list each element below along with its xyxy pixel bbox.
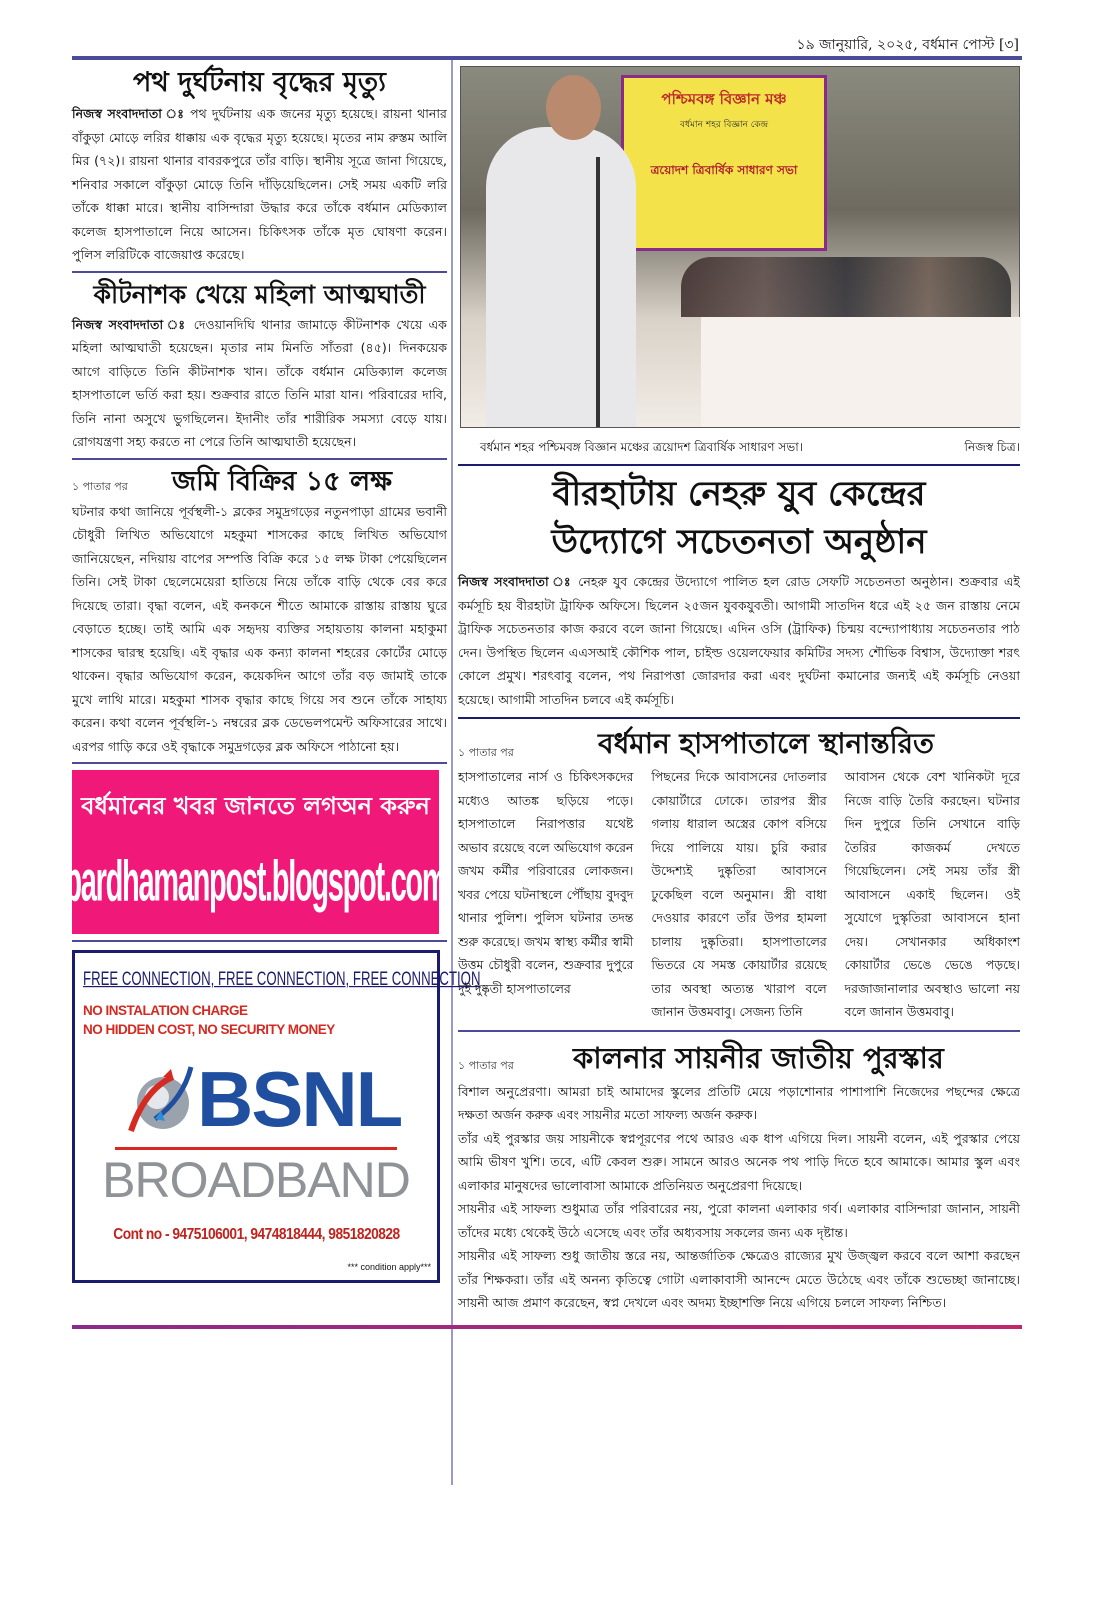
bsnl-line2: NO HIDDEN COST, NO SECURITY MONEY	[83, 1022, 335, 1037]
continued-label: ১ পাতার পর	[458, 1058, 514, 1072]
bsnl-headline: FREE CONNECTION, FREE CONNECTION, FREE CONNECTION	[83, 968, 481, 990]
divider	[458, 464, 1020, 466]
caption-text: বর্ধমান শহর পশ্চিমবঙ্গ বিজ্ঞান মঞ্চের ত্রয়োদশ ত্রিবার্ষিক সাধারণ সভা।	[480, 440, 803, 454]
divider	[72, 458, 447, 460]
top-rule	[72, 56, 1022, 60]
headline: জমি বিক্রির ১৫ লক্ষ	[172, 465, 393, 497]
headline: কীটনাশক খেয়ে মহিলা আত্মঘাতী	[93, 279, 426, 309]
left-column	[64, 64, 481, 1283]
body-text: ঘটনার কথা জানিয়ে পূর্বস্থলী-১ ব্লকের সমুদ্রগড়ের নতুনপাড়া গ্রামের ভবানী চৌধুরী লিখিত অভিযোগে মহকুমা শাসকের কাছে লিখিত অভিযোগ জানিয়েছেন, নদিয়ায় বাপের সম্পত্তি বিক্রি করে ১৫ লক্ষ টাকা পেয়েছিলেন তিনি। সেই টাকা ছেলেমেয়েরা হাতিয়ে নিয়ে তাঁকে বাড়ি থেকে বের করে দিয়েছে তারা। বৃদ্ধা বলেন, এই কনকনে শীতে আমাকে রাস্তায় রাস্তায় ঘুরে বেড়াতে হচ্ছে। তাই আমি এক সহৃদয় ব্যক্তির সহায়তায় কালনা মহাকুমা শাসকের দ্বারস্থ হয়েছি। এই বৃদ্ধার এক কন্যা কালনা শহরের কোর্টের মোড়ে থাকেন। বৃদ্ধার অভিযোগ করেন, কয়েকদিন আগে তাঁর বড় জামাই তাকে মুখে লাথি মারে। মহকুমা শাসক বৃদ্ধার কাছে গিয়ে সব শুনে তাঁকে সাহায্য করেন। কথা বলেন পূর্বস্থলি-১ নম্বরের ব্লক ডেভেলপমেন্ট অফিসারের সাথে। এরপর গাড়ি করে ওই বৃদ্ধাকে সমুদ্রগড়ের ব্লক অফিসে পাঠানো হয়।	[72, 503, 448, 754]
body-text: দেওয়ানদিঘি থানার জামাড়ে কীটনাশক খেয়ে এক মহিলা আত্মঘাতী হয়েছেন। মৃতার নাম মিনতি সাঁতরা (৪৫)। দিনকয়েক আগে বাড়িতে তিনি কীটনাশক খান। তাঁকে বর্ধমান মেডিক্যাল কলেজ হাসপাতালে ভর্তি করা হয়। শুক্রবার রাতে তিনি মারা যান। পরিবারের দাবি, তিনি নানা অসুখে ভুগছিলেন। ইদানীং তাঁর শারীরিক সমস্যা বেড়ে যায়। রোগযন্ত্রণা সহ্য করতে না পেরে তিনি আত্মঘাতী হয়েছেন।	[72, 316, 447, 449]
byline: নিজস্ব সংবাদদাতা ঃ	[72, 106, 186, 121]
speaker-head	[546, 75, 601, 140]
body-text: নেহরু যুব কেন্দ্রের উদ্যোগে পালিত হল রোড সেফটি সচেতনতা অনুষ্ঠান। শুক্রবার এই কর্মসূচি হয় বীরহাটা ট্রাফিক অফিসে। ছিলেন ২৫জন যুবকযুবতী। আগামী সাতদিন ধরে এই ২৫ জন রাস্তায় নেমে ট্রাফিক সচেতনতার কাজ করবে বলে জানা গিয়েছে। এদিন ওসি (ট্রাফিক) চিন্ময় বন্দ্যোপাধ্যায় সচেতনতার পাঠ দেন। উপস্থিত ছিলেন এএসআই কৌশিক পাল, চাইল্ড ওয়েলফেয়ার কমিটির সদস্য শৌভিক বিশ্বাস, উদ্যোক্তা শরৎ কোলে প্রমুখ। শরৎবাবু বলেন, পথ নিরাপত্তা জোরদার করা এবং দুর্ঘটনা কমানোর জন্যই এই কর্মসূচি নেওয়া হয়েছে। আগামী সাতদিন চলবে এই কর্মসূচি।	[458, 574, 1020, 707]
paragraph: তাঁর এই পুরস্কার জয় সায়নীকে স্বপ্নপূরণের পথে আরও এক ধাপ এগিয়ে দিল। সায়নী বলেন, এই পুরস্কার পেয়ে আমি ভীষণ খুশি। তবে, এটি কেবল শুরু। সামনে আরও অনেক পথ পাড়ি দিতে হবে আমাকে। আমার স্কুল এবং এলাকার মানুষদের ভালোবাসা আমাকে প্রতিনিয়ত অনুপ্রেরণা দিয়েছে।	[458, 1130, 1020, 1193]
article-body	[72, 313, 447, 454]
divider	[72, 940, 447, 942]
headline-line1: বীরহাটায় নেহরু যুব কেন্দ্রের	[552, 474, 926, 514]
paragraph: সায়নীর এই সাফল্য শুধুমাত্র তাঁর পরিবারের নয়, পুরো কালনা এলাকার গর্ব। এলাকার বাসিন্দারা জানান, সায়নী তাঁদের মধ্যে থেকেই উঠে এসেছে এবং তাঁর অধ্যবসায় সকলের জন্য এক দৃষ্টান্ত।	[458, 1201, 1020, 1240]
blog-ad-url[interactable]: bardhamanpost.blogspot.com	[64, 850, 447, 914]
bottom-rule	[72, 1325, 1022, 1329]
divider	[72, 271, 447, 273]
headline: পথ দুর্ঘটনায় বৃদ্ধের মৃত্যু	[132, 67, 387, 98]
photo-caption	[480, 438, 1020, 456]
headline-line2: উদ্যোগে সচেতনতা অনুষ্ঠান	[551, 522, 927, 562]
paragraph: সায়নীর এই সাফল্য শুধু জাতীয় স্তরে নয়, আন্তর্জাতিক ক্ষেত্রেও রাজ্যের মুখ উজ্জ্বল করবে বলে আশা করছেন তাঁর শিক্ষকরা। তাঁর এই অনন্য কৃতিত্বে গোটা এলাকাবাসী আনন্দে মেতে উঠেছে এবং তাঁকে শুভেচ্ছা জানাচ্ছে। সায়নী আজ প্রমাণ করেছেন, স্বপ্ন দেখলে এবং অদম্য ইচ্ছাশক্তি নিয়ে এগিয়ে চললে সাফল্য নিশ্চিত।	[458, 1248, 1020, 1310]
article-land-sale	[72, 464, 447, 759]
headline: বর্ধমান হাসপাতালে স্থানান্তরিত	[598, 727, 935, 760]
column-1: হাসপাতালের নার্স ও চিকিৎসকদের মধ্যেও আতঙ্ক ছড়িয়ে পড়ে। হাসপাতালে নিরাপত্তার যথেষ্ট অভাব রয়েছে বলে অভিযোগ করেন জখম কর্মীর পরিবারের লোকজন। খবর পেয়ে ঘটনাস্থলে পৌঁছায় বুদবুদ থানার পুলিশ। পুলিস ঘটনার তদন্ত শুরু করেছে। জখম স্বাস্থ্য কর্মীর স্বামী উত্তম চৌধুরী বলেন, শুক্রবার দুপুরে দুই দুষ্কৃতী হাসপাতালের	[458, 769, 634, 996]
article-nehru	[458, 470, 1020, 711]
blog-ad-tagline: বর্ধমানের খবর জানতে লগঅন করুন	[81, 791, 430, 820]
dateline: ১৯ জানুয়ারি, ২০২৫, বর্ধমান পোস্ট [৩]	[796, 37, 1019, 53]
banner-subtitle: বর্ধমান শহর বিজ্ঞান কেন্দ্র	[679, 120, 769, 130]
column-2: পিছনের দিকে আবাসনের দোতলার কোয়ার্টারে ঢোকে। তারপর স্ত্রীর গলায় ধারাল অস্ত্রের কোপ বসিয়ে দিয়ে পালিয়ে যায়। চুরি করার উদ্দেশ্যই দুষ্কৃতিরা আবাসনে ঢুকেছিল বলে অনুমান। স্ত্রী বাধা দেওয়ার কারণে তাঁর উপর হামলা চালায় দুষ্কৃতিরা। হাসপাতালের ভিতরে যে সমস্ত কোয়ার্টার রয়েছে তার অবস্থা অত্যন্ত খারাপ বলে জানান উত্তমবাবু। সেজন্য তিনি	[651, 769, 827, 1019]
byline: নিজস্ব সংবাদদাতা ঃ	[72, 316, 188, 332]
bsnl-globe-icon	[125, 1059, 197, 1139]
event-photo	[460, 66, 1020, 428]
blog-ad[interactable]	[64, 770, 447, 934]
article-kalna	[458, 1036, 1020, 1315]
article-road-accident	[72, 64, 447, 267]
continued-label: ১ পাতার পর	[72, 479, 128, 493]
divider	[458, 1030, 1020, 1032]
divider	[72, 762, 447, 764]
seated-people	[681, 257, 1011, 317]
article-hospital	[458, 723, 1020, 1024]
article-pesticide	[72, 277, 447, 454]
bsnl-ad[interactable]	[72, 950, 481, 1283]
bsnl-disclaimer: *** condition apply***	[347, 1262, 431, 1272]
microphone-stand	[596, 157, 600, 427]
photo-credit: নিজস্ব চিত্র।	[964, 440, 1020, 454]
bsnl-contact: Cont no - 9475106001, 9474818444, 9851820828	[112, 1226, 400, 1243]
banner-title: পশ্চিমবঙ্গ বিজ্ঞান মঞ্চ	[661, 90, 787, 108]
byline: নিজস্ব সংবাদদাতা ঃ	[458, 574, 573, 589]
article-columns	[458, 765, 1020, 1024]
bsnl-brand: BSNL	[197, 1055, 402, 1143]
divider	[458, 717, 1020, 719]
article-body	[72, 102, 447, 267]
bsnl-line1: NO INSTALATION CHARGE	[83, 1003, 248, 1018]
body-text: পথ দুর্ঘটনায় এক জনের মৃত্যু হয়েছে। রায়না থানার বাঁকুড়া মোড়ে লরির ধাক্কায় এক বৃদ্ধের মৃত্যু হয়েছে। মৃতের নাম রুস্তম আলি মির (৭২)। রায়না থানার বাবরকপুরে তাঁর বাড়ি। স্থানীয় সূত্রে জানা গিয়েছে, শনিবার সকালে বাঁকুড়া মোড়ে তিনি দাঁড়িয়েছিলেন। সেই সময় একটি লরি তাঁকে ধাক্কা মারে। স্থানীয় বাসিন্দারা উদ্ধার করে তাঁকে বর্ধমান মেডিক্যাল কলেজ হাসপাতালে নিয়ে আসেন। চিকিৎসক তাঁকে মৃত ঘোষণা করেন। পুলিস লরিটিকে বাজেয়াপ্ত করেছে।	[72, 106, 447, 262]
photo-banner	[621, 75, 827, 251]
column-divider	[451, 60, 453, 1485]
banner-event: ত্রয়োদশ ত্রিবার্ষিক সাধারণ সভা	[650, 163, 798, 177]
right-column	[458, 66, 1020, 1329]
headline: কালনার সায়নীর জাতীয় পুরস্কার	[573, 1040, 944, 1075]
bsnl-product: BROADBAND	[102, 1152, 410, 1208]
paragraph: বিশাল অনুপ্রেরণা। আমরা চাই আমাদের স্কুলের প্রতিটি মেয়ে পড়াশোনার পাশাপাশি নিজেদের পছন্দের ক্ষেত্রে দক্ষতা অর্জন করুক এবং সায়নীর মতো সাফল্য অর্জন করুক।	[458, 1083, 1020, 1122]
continued-label: ১ পাতার পর	[458, 746, 514, 759]
article-body	[458, 570, 1020, 711]
table	[701, 317, 1021, 427]
speaker-figure	[486, 127, 636, 427]
column-3: আবাসন থেকে বেশ খানিকটা দূরে নিজে বাড়ি তৈরি করছেন। ঘটনার দিন দুপুরে তিনি সেখানে বাড়ি তৈরির কাজকর্ম দেখতে গিয়েছিলেন। সেই সময় তাঁর স্ত্রী আবাসনে একাই ছিলেন। ওই সুযোগে দুস্কৃতিরা আবাসনে হানা দেয়। সেখানকার অধিকাংশ কোয়ার্টার ভেঙে ভেঙে পড়ছে। দরজাজানালার অবস্থাও ভালো নয় বলে জানান উত্তমবাবু।	[844, 769, 1020, 1019]
